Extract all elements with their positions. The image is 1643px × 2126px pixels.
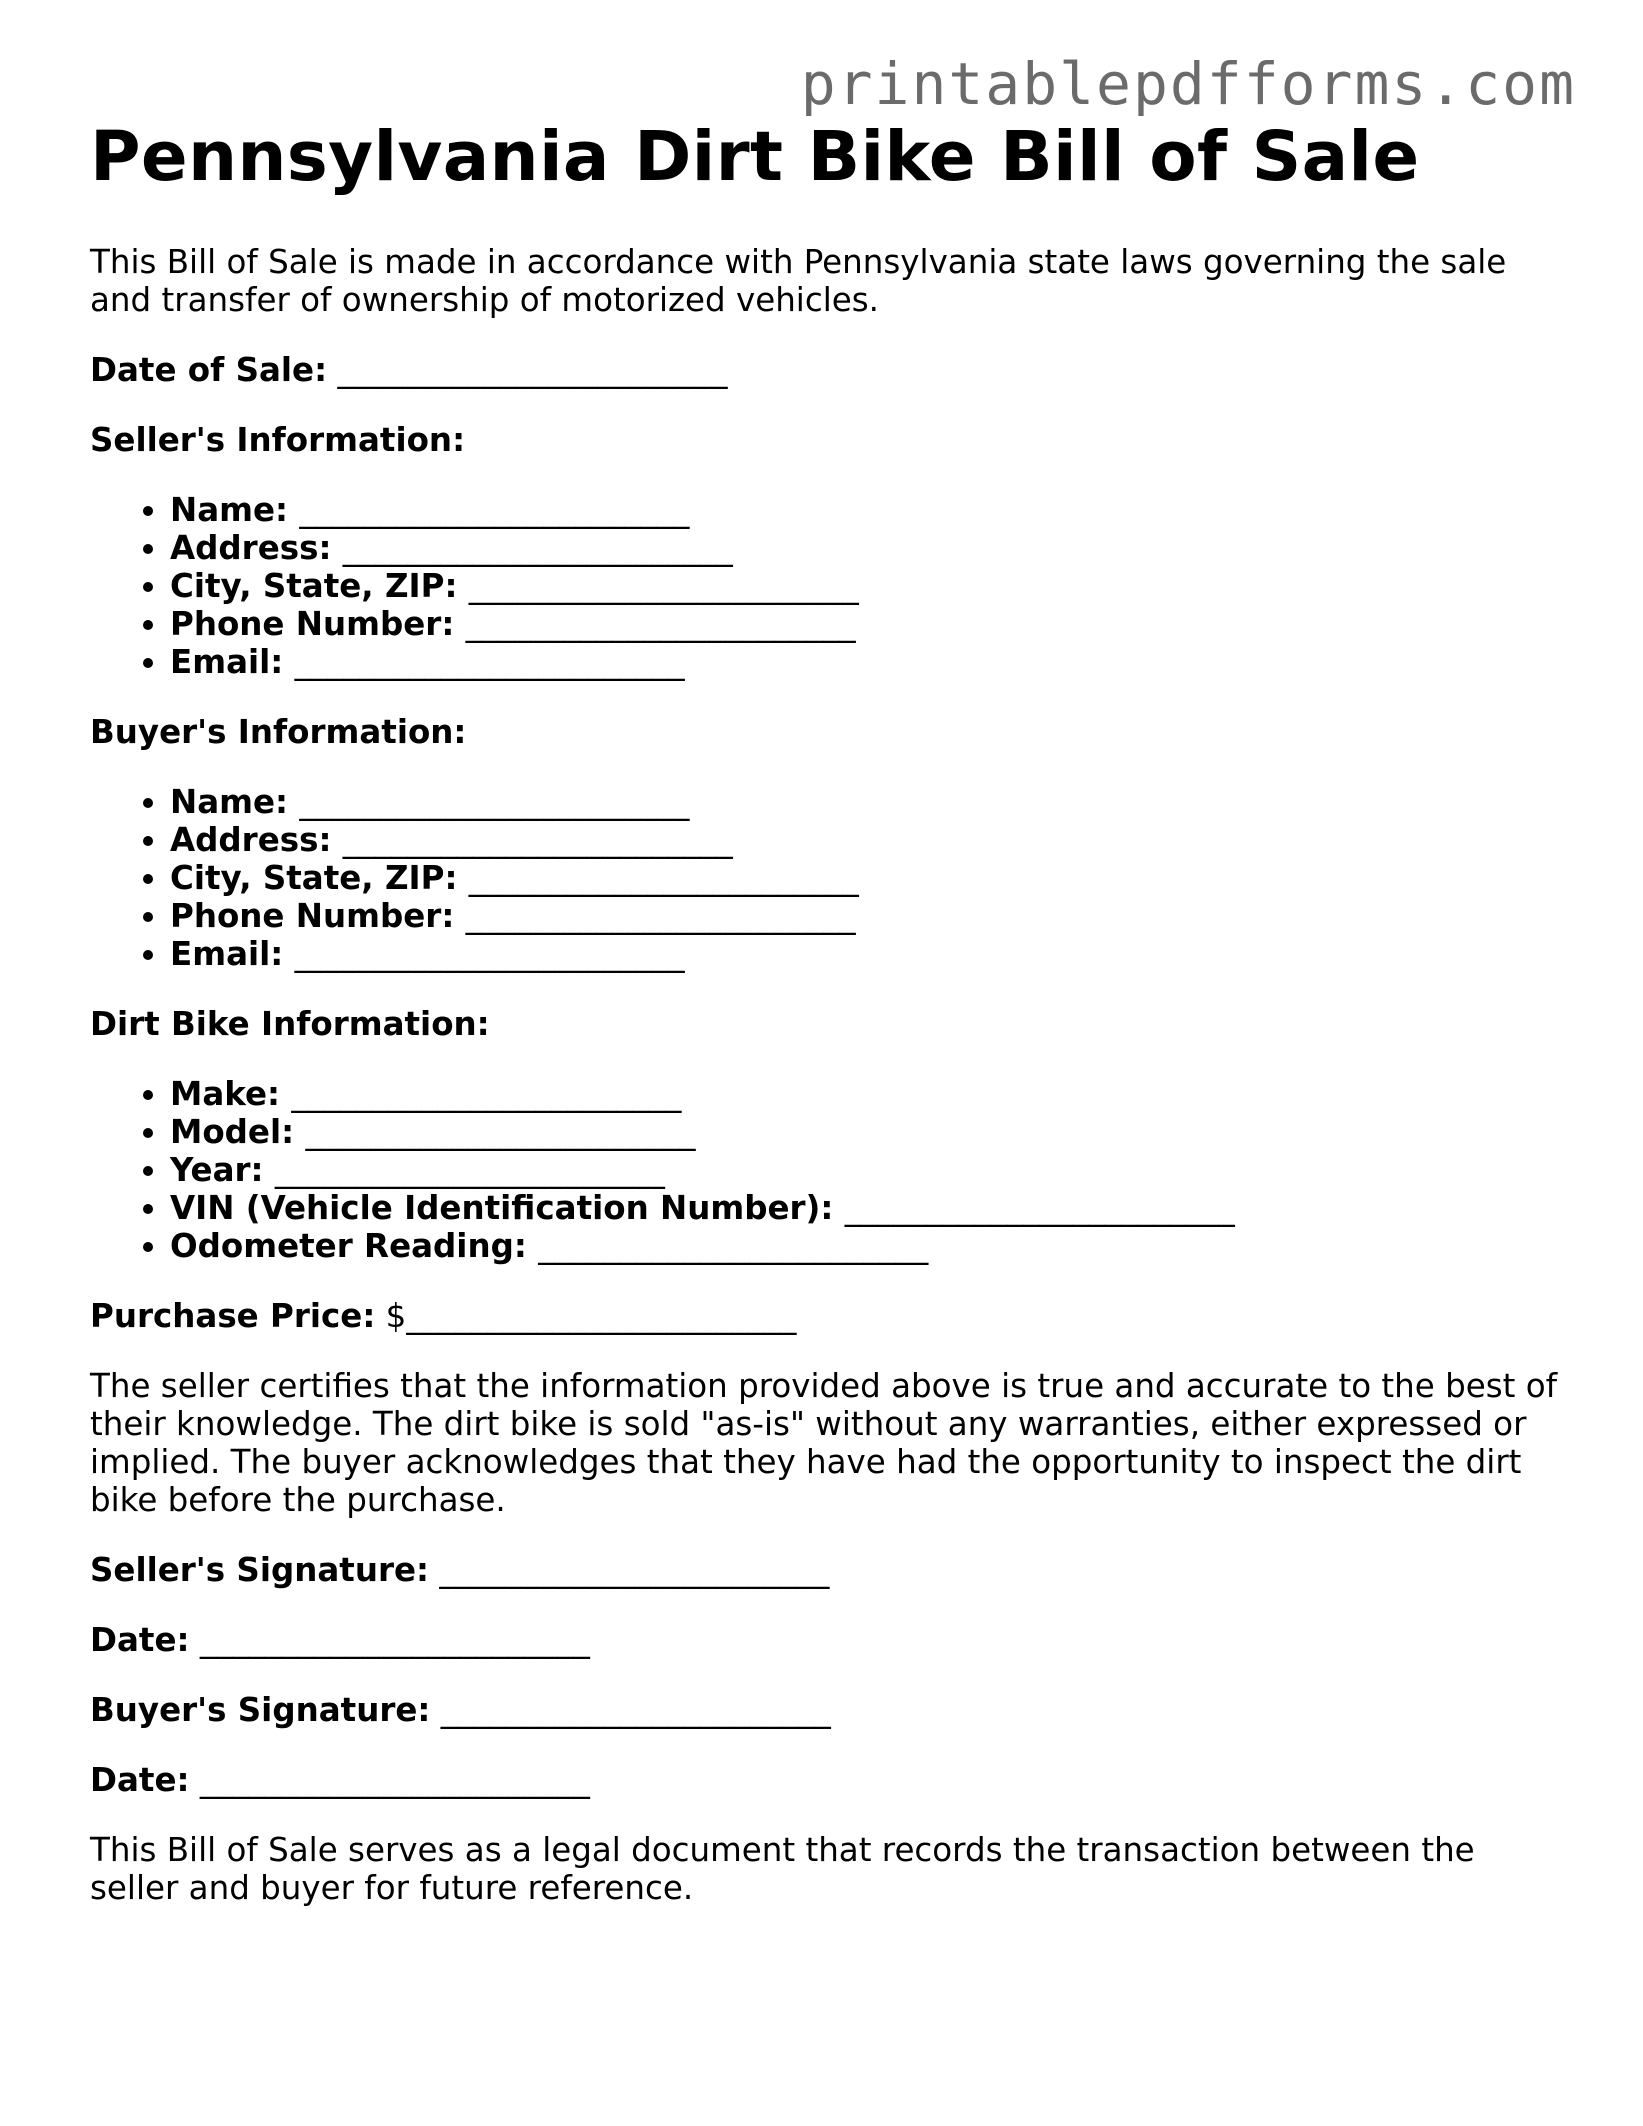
buyer-info-heading: Buyer's Information: xyxy=(90,713,467,751)
bike-model-label: Model: xyxy=(170,1113,295,1151)
seller-name-field xyxy=(170,491,1560,529)
bike-vin-label: VIN (Vehicle Identification Number): xyxy=(170,1189,834,1227)
buyer-phone-label: Phone Number: xyxy=(170,897,455,935)
purchase-price-blank[interactable]: ________________________ xyxy=(406,1297,797,1335)
seller-signature-field xyxy=(90,1551,1560,1589)
watermark: printablepdfforms.com xyxy=(800,50,1576,118)
seller-city-state-zip-label: City, State, ZIP: xyxy=(170,567,458,605)
buyer-address-label: Address: xyxy=(170,821,332,859)
buyer-city-state-zip-field xyxy=(170,859,1560,897)
buyer-phone-field xyxy=(170,897,1560,935)
buyer-email-field xyxy=(170,935,1560,973)
seller-email-field xyxy=(170,643,1560,681)
purchase-price-label: Purchase Price: xyxy=(90,1297,376,1335)
buyer-signature-blank[interactable]: ________________________ xyxy=(440,1691,831,1729)
buyer-phone-blank[interactable]: ________________________ xyxy=(465,897,856,935)
bike-odometer-field xyxy=(170,1227,1560,1265)
buyer-date-blank[interactable]: ________________________ xyxy=(199,1761,590,1799)
purchase-price-field xyxy=(90,1297,1560,1335)
bike-odometer-blank[interactable]: ________________________ xyxy=(538,1227,929,1265)
date-of-sale-field xyxy=(90,351,1560,389)
seller-date-blank[interactable]: ________________________ xyxy=(199,1621,590,1659)
seller-address-blank[interactable]: ________________________ xyxy=(342,529,733,567)
bike-info-list xyxy=(90,1075,1560,1265)
bike-year-field xyxy=(170,1151,1560,1189)
buyer-signature-label: Buyer's Signature: xyxy=(90,1691,431,1729)
seller-phone-label: Phone Number: xyxy=(170,605,455,643)
buyer-city-state-zip-blank[interactable]: ________________________ xyxy=(468,859,859,897)
buyer-info-list xyxy=(90,783,1560,973)
seller-info-list xyxy=(90,491,1560,681)
page-title: Pennsylvania Dirt Bike Bill of Sale xyxy=(90,117,1420,197)
buyer-address-blank[interactable]: ________________________ xyxy=(342,821,733,859)
seller-city-state-zip-field xyxy=(170,567,1560,605)
seller-phone-field xyxy=(170,605,1560,643)
buyer-email-blank[interactable]: ________________________ xyxy=(294,935,685,973)
seller-signature-blank[interactable]: ________________________ xyxy=(439,1551,830,1589)
buyer-signature-field xyxy=(90,1691,1560,1729)
buyer-name-field xyxy=(170,783,1560,821)
bike-year-label: Year: xyxy=(170,1151,264,1189)
seller-info-heading: Seller's Information: xyxy=(90,421,466,459)
seller-name-label: Name: xyxy=(170,491,289,529)
bike-make-blank[interactable]: ________________________ xyxy=(291,1075,682,1113)
bike-info-heading: Dirt Bike Information: xyxy=(90,1005,490,1043)
document-page xyxy=(90,112,1560,1907)
date-of-sale-label: Date of Sale: xyxy=(90,351,328,389)
bike-make-field xyxy=(170,1075,1560,1113)
bike-odometer-label: Odometer Reading: xyxy=(170,1227,527,1265)
certification-paragraph: The seller certifies that the information provided above is true and accurate to the best of their knowledge. The dirt bike is sold "as-is" without any warranties, either expressed or implied. The buyer acknowledges that they have had the opportunity to inspect the dirt bike before the purchase. xyxy=(90,1367,1558,1519)
seller-phone-blank[interactable]: ________________________ xyxy=(465,605,856,643)
bike-model-blank[interactable]: ________________________ xyxy=(305,1113,696,1151)
seller-date-label: Date: xyxy=(90,1621,190,1659)
bike-vin-field xyxy=(170,1189,1560,1227)
seller-email-blank[interactable]: ________________________ xyxy=(294,643,685,681)
buyer-name-label: Name: xyxy=(170,783,289,821)
buyer-address-field xyxy=(170,821,1560,859)
bike-vin-blank[interactable]: ________________________ xyxy=(844,1189,1235,1227)
buyer-email-label: Email: xyxy=(170,935,284,973)
seller-signature-label: Seller's Signature: xyxy=(90,1551,430,1589)
seller-name-blank[interactable]: ________________________ xyxy=(299,491,690,529)
seller-date-field xyxy=(90,1621,1560,1659)
buyer-city-state-zip-label: City, State, ZIP: xyxy=(170,859,458,897)
purchase-price-currency: $ xyxy=(385,1297,407,1335)
seller-email-label: Email: xyxy=(170,643,284,681)
date-of-sale-blank[interactable]: ________________________ xyxy=(337,351,728,389)
buyer-date-label: Date: xyxy=(90,1761,190,1799)
buyer-date-field xyxy=(90,1761,1560,1799)
seller-address-label: Address: xyxy=(170,529,332,567)
intro-paragraph: This Bill of Sale is made in accordance with Pennsylvania state laws governing the sale and transfer of ownership of motorized vehicles. xyxy=(90,243,1507,319)
bike-make-label: Make: xyxy=(170,1075,281,1113)
bike-model-field xyxy=(170,1113,1560,1151)
buyer-name-blank[interactable]: ________________________ xyxy=(299,783,690,821)
bike-year-blank[interactable]: ________________________ xyxy=(274,1151,665,1189)
seller-city-state-zip-blank[interactable]: ________________________ xyxy=(468,567,859,605)
seller-address-field xyxy=(170,529,1560,567)
closing-paragraph: This Bill of Sale serves as a legal document that records the transaction between the seller and buyer for future reference. xyxy=(90,1831,1475,1907)
